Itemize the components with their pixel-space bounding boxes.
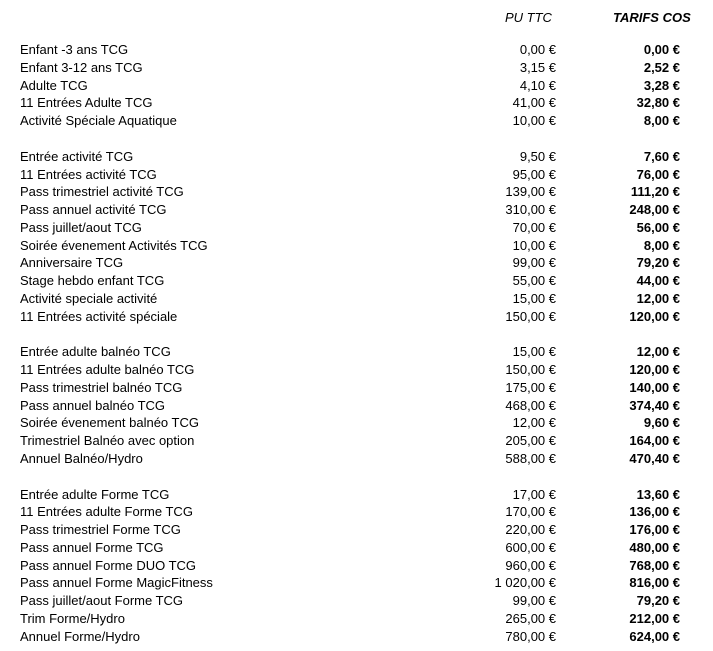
item-label: Pass annuel activité TCG <box>20 202 167 217</box>
item-label: Pass juillet/aout TCG <box>20 219 142 235</box>
price-row <box>0 77 713 94</box>
item-label: Entrée activité TCG <box>20 148 134 164</box>
price-row <box>0 557 713 574</box>
pu-ttc-price: 10,00 € <box>512 113 556 129</box>
price-row <box>0 574 713 591</box>
tarif-cos-price: 79,20 € <box>636 255 680 271</box>
pu-ttc-price: 41,00 € <box>512 95 556 111</box>
price-row <box>0 432 713 449</box>
pu-ttc-price: 95,00 € <box>512 166 556 182</box>
item-label: Pass trimestriel Forme TCG <box>20 522 181 538</box>
tarif-cos-price: 0,00 € <box>643 42 680 57</box>
item-label: 11 Entrées Adulte TCG <box>20 95 153 111</box>
header-tarifs-cos: TARIFS COS <box>613 10 691 25</box>
pu-ttc-price: 220,00 € <box>505 522 556 538</box>
item-label: Soirée évenement Activités TCG <box>20 237 208 253</box>
price-row <box>0 148 713 165</box>
pu-ttc-price: 139,00 € <box>505 184 556 200</box>
price-row <box>0 361 713 378</box>
pu-ttc-price: 600,00 € <box>505 539 556 555</box>
item-label: Pass trimestriel balnéo TCG <box>20 379 183 395</box>
tarif-cos-price: 13,60 € <box>636 486 680 502</box>
tarif-cos-price: 176,00 € <box>629 522 680 538</box>
tarif-cos-price: 470,40 € <box>629 450 680 466</box>
price-row <box>0 290 713 307</box>
item-label: Anniversaire TCG <box>20 255 124 271</box>
pu-ttc-price: 960,00 € <box>505 557 556 573</box>
tarif-cos-price: 56,00 € <box>636 219 680 235</box>
pu-ttc-price: 310,00 € <box>505 202 556 217</box>
item-label: Activité speciale activité <box>20 290 158 306</box>
tarif-cos-price: 111,20 € <box>630 184 680 200</box>
item-label: Stage hebdo enfant TCG <box>20 273 165 289</box>
item-label: Trimestriel Balnéo avec option <box>20 433 195 449</box>
price-row <box>0 59 713 76</box>
price-row <box>0 219 713 236</box>
item-label: Enfant 3-12 ans TCG <box>20 59 143 75</box>
price-row <box>0 486 713 503</box>
pu-ttc-price: 170,00 € <box>505 504 556 520</box>
price-row <box>0 343 713 360</box>
pu-ttc-price: 17,00 € <box>512 486 556 502</box>
item-label: 11 Entrées adulte balnéo TCG <box>20 362 195 377</box>
pu-ttc-price: 12,00 € <box>512 415 556 431</box>
item-label: Pass juillet/aout Forme TCG <box>20 593 184 609</box>
tarif-cos-price: 212,00 € <box>629 611 680 626</box>
tarif-cos-price: 12,00 € <box>636 290 680 306</box>
price-row <box>0 539 713 556</box>
tarif-cos-price: 480,00 € <box>629 539 680 555</box>
tarif-cos-price: 816,00 € <box>629 575 680 591</box>
item-label: Pass annuel balnéo TCG <box>20 397 166 413</box>
pu-ttc-price: 1 020,00 € <box>494 575 556 591</box>
price-row <box>0 112 713 129</box>
pu-ttc-price: 150,00 € <box>505 362 556 377</box>
pu-ttc-price: 15,00 € <box>512 344 556 360</box>
item-label: Entrée adulte Forme TCG <box>20 486 170 502</box>
tarif-cos-price: 32,80 € <box>636 95 680 111</box>
pu-ttc-price: 780,00 € <box>505 628 556 644</box>
tarif-cos-price: 120,00 € <box>629 362 680 377</box>
price-row <box>0 397 713 414</box>
price-row <box>0 450 713 467</box>
price-row <box>0 592 713 609</box>
item-label: Soirée évenement balnéo TCG <box>20 415 199 431</box>
pu-ttc-price: 4,10 € <box>519 77 556 93</box>
pu-ttc-price: 55,00 € <box>512 273 556 289</box>
tarif-cos-price: 374,40 € <box>629 397 680 413</box>
pu-ttc-price: 3,15 € <box>519 59 556 75</box>
price-row <box>0 166 713 183</box>
price-row <box>0 272 713 289</box>
tarif-cos-price: 7,60 € <box>643 148 680 164</box>
tarif-cos-price: 76,00 € <box>636 166 680 182</box>
price-row <box>0 628 713 645</box>
item-label: Adulte TCG <box>20 77 88 93</box>
tarif-cos-price: 2,52 € <box>643 59 680 75</box>
tarif-cos-price: 3,28 € <box>643 77 680 93</box>
item-label: Pass annuel Forme DUO TCG <box>20 557 197 573</box>
price-row <box>0 521 713 538</box>
item-label: 11 Entrées adulte Forme TCG <box>20 504 193 520</box>
price-row <box>0 94 713 111</box>
tarif-cos-price: 624,00 € <box>629 628 680 644</box>
item-label: 11 Entrées activité TCG <box>20 166 157 182</box>
tarif-cos-price: 120,00 € <box>629 308 680 324</box>
tarif-cos-price: 79,20 € <box>636 593 680 609</box>
price-row <box>0 610 713 627</box>
item-label: Pass annuel Forme MagicFitness <box>20 575 213 591</box>
price-row <box>0 503 713 520</box>
price-row <box>0 183 713 200</box>
tarif-cos-price: 136,00 € <box>629 504 680 520</box>
price-row <box>0 308 713 325</box>
pu-ttc-price: 150,00 € <box>505 308 556 324</box>
pu-ttc-price: 468,00 € <box>505 397 556 413</box>
tarif-cos-price: 768,00 € <box>629 557 680 573</box>
pu-ttc-price: 15,00 € <box>512 290 556 306</box>
price-row <box>0 254 713 271</box>
pu-ttc-price: 99,00 € <box>512 593 556 609</box>
pu-ttc-price: 99,00 € <box>512 255 556 271</box>
price-row <box>0 237 713 254</box>
tarif-cos-price: 44,00 € <box>636 273 680 289</box>
item-label: Annuel Balnéo/Hydro <box>20 450 143 466</box>
item-label: Enfant -3 ans TCG <box>20 42 129 57</box>
header-pu-ttc: PU TTC <box>505 10 552 25</box>
item-label: Entrée adulte balnéo TCG <box>20 344 171 360</box>
tarif-cos-price: 12,00 € <box>636 344 680 360</box>
tarif-cos-price: 8,00 € <box>643 237 680 253</box>
price-row <box>0 414 713 431</box>
pu-ttc-price: 588,00 € <box>505 450 556 466</box>
pu-ttc-price: 205,00 € <box>505 433 556 449</box>
tarif-cos-price: 164,00 € <box>629 433 680 449</box>
item-label: Pass annuel Forme TCG <box>20 539 164 555</box>
price-row <box>0 41 713 58</box>
tarif-cos-price: 8,00 € <box>643 113 680 129</box>
price-row <box>0 201 713 218</box>
tarif-cos-price: 248,00 € <box>629 202 680 217</box>
pu-ttc-price: 175,00 € <box>505 379 556 395</box>
pu-ttc-price: 10,00 € <box>512 237 556 253</box>
tarif-cos-price: 140,00 € <box>629 379 680 395</box>
item-label: Annuel Forme/Hydro <box>20 628 140 644</box>
pu-ttc-price: 70,00 € <box>512 219 556 235</box>
item-label: 11 Entrées activité spéciale <box>20 308 178 324</box>
item-label: Trim Forme/Hydro <box>20 611 125 626</box>
pu-ttc-price: 0,00 € <box>519 42 556 57</box>
item-label: Pass trimestriel activité TCG <box>20 184 184 200</box>
item-label: Activité Spéciale Aquatique <box>20 113 177 129</box>
pu-ttc-price: 265,00 € <box>505 611 556 626</box>
tarif-cos-price: 9,60 € <box>643 415 680 431</box>
pu-ttc-price: 9,50 € <box>519 148 556 164</box>
price-row <box>0 379 713 396</box>
